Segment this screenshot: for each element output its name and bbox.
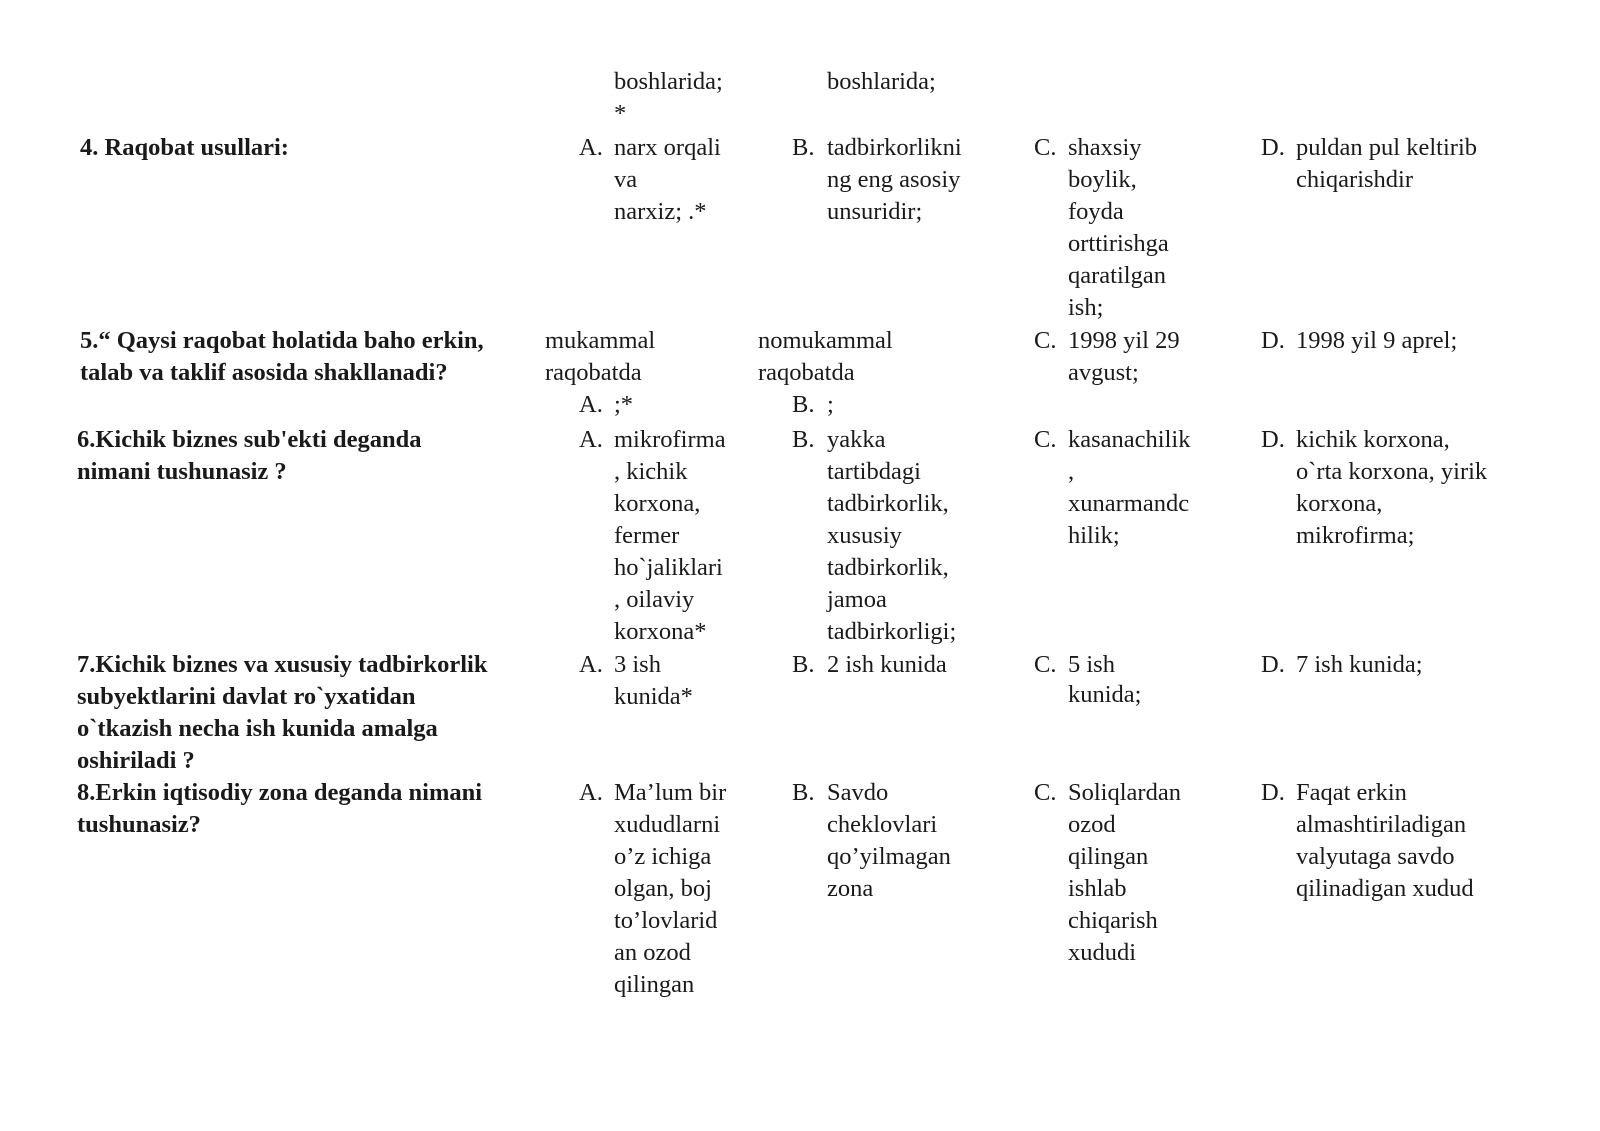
q6-option-a-line-2: , kichik (614, 458, 688, 485)
q8-option-a-line-3: o’z ichiga (614, 843, 712, 870)
q8-option-c-line-3: qilingan (1068, 843, 1149, 870)
q5-option-a-marker: A. (579, 391, 603, 418)
q7-option-a-marker: A. (579, 651, 603, 678)
q5-option-a-tail: ;* (614, 391, 634, 418)
q8-option-b-line-3: qo’yilmagan (827, 843, 951, 870)
q6-option-b-line-5: tadbirkorlik, (827, 554, 949, 581)
q8-option-a-line-2: xududlarni (614, 811, 721, 838)
q7-option-b-line-1: 2 ish kunida (827, 651, 947, 678)
q4-option-b-marker: B. (792, 134, 815, 161)
q6-option-d-line-2: o`rta korxona, yirik (1296, 458, 1488, 485)
q4-option-a-line-1: narx orqali (614, 134, 721, 161)
q5-option-b-line-2: raqobatda (758, 359, 855, 386)
q6-option-a-line-3: korxona, (614, 490, 701, 517)
q6-option-a-line-5: ho`jaliklari (614, 554, 723, 581)
q8-option-a-marker: A. (579, 779, 603, 806)
q8-option-a-line-6: an ozod (614, 939, 691, 966)
question-7-line-3: o`tkazish necha ish kunida amalga (77, 715, 438, 742)
question-8-line-2: tushunasiz? (77, 811, 201, 838)
question-7-line-2: subyektlarini davlat ro`yxatidan (77, 683, 416, 710)
q8-option-c-line-4: ishlab (1068, 875, 1127, 902)
continuation-col-b-line-1: boshlarida; (827, 68, 936, 95)
q6-option-b-line-4: xususiy (827, 522, 902, 549)
q6-option-c-marker: C. (1034, 426, 1057, 453)
q6-option-b-line-1: yakka (827, 426, 886, 453)
q4-option-b-line-1: tadbirkorlikni (827, 134, 962, 161)
q4-option-b-line-2: ng eng asosiy (827, 166, 961, 193)
q8-option-b-line-4: zona (827, 875, 874, 902)
question-5-line-2: talab va taklif asosida shakllanadi? (80, 359, 448, 386)
q8-option-d-line-4: qilinadigan xudud (1296, 875, 1474, 902)
q7-option-c-line-2: kunida; (1068, 681, 1142, 708)
q5-option-c-line-2: avgust; (1068, 359, 1139, 386)
q6-option-a-line-6: , oilaviy (614, 586, 695, 613)
q7-option-c-line-1: 5 ish (1068, 651, 1115, 678)
q8-option-c-line-6: xududi (1068, 939, 1137, 966)
q4-option-c-line-3: foyda (1068, 198, 1124, 225)
q5-option-b-line-1: nomukammal (758, 327, 893, 354)
q6-option-c-line-2: , (1068, 458, 1075, 485)
question-7-line-1: 7.Kichik biznes va xususiy tadbirkorlik (77, 651, 488, 678)
q6-option-a-marker: A. (579, 426, 603, 453)
question-7-line-4: oshiriladi ? (77, 747, 195, 774)
q4-option-c-line-6: ish; (1068, 294, 1104, 321)
question-6-line-1: 6.Kichik biznes sub'ekti deganda (77, 426, 422, 453)
q8-option-c-line-1: Soliqlardan (1068, 779, 1181, 806)
continuation-col-a-line-1: boshlarida; (614, 68, 723, 95)
q8-option-d-line-2: almashtiriladigan (1296, 811, 1467, 838)
q5-option-a-line-1: mukammal (545, 327, 656, 354)
q7-option-a-line-2: kunida* (614, 683, 693, 710)
question-4: 4. Raqobat usullari: (80, 134, 289, 161)
q4-option-d-marker: D. (1261, 134, 1285, 161)
q5-option-a-line-2: raqobatda (545, 359, 642, 386)
q8-option-a-line-7: qilingan (614, 971, 695, 998)
q5-option-d-marker: D. (1261, 327, 1285, 354)
q5-option-c-marker: C. (1034, 327, 1057, 354)
q8-option-d-line-3: valyutaga savdo (1296, 843, 1455, 870)
q6-option-c-line-4: hilik; (1068, 522, 1120, 549)
q6-option-c-line-1: kasanachilik (1068, 426, 1191, 453)
q6-option-b-line-3: tadbirkorlik, (827, 490, 949, 517)
q7-option-b-marker: B. (792, 651, 815, 678)
q7-option-c-marker: C. (1034, 651, 1057, 678)
q6-option-b-marker: B. (792, 426, 815, 453)
q4-option-c-line-2: boylik, (1068, 166, 1137, 193)
q8-option-d-marker: D. (1261, 779, 1285, 806)
q6-option-d-line-3: korxona, (1296, 490, 1383, 517)
q4-option-d-line-2: chiqarishdir (1296, 166, 1414, 193)
q8-option-b-line-1: Savdo (827, 779, 889, 806)
q6-option-a-line-7: korxona* (614, 618, 707, 645)
q8-option-a-line-5: to’lovlarid (614, 907, 718, 934)
question-6-line-2: nimani tushunasiz ? (77, 458, 287, 485)
q8-option-b-marker: B. (792, 779, 815, 806)
q4-option-d-line-1: puldan pul keltirib (1296, 134, 1477, 161)
q8-option-c-marker: C. (1034, 779, 1057, 806)
question-5-line-1: 5.“ Qaysi raqobat holatida baho erkin, (80, 327, 484, 354)
q5-option-b-marker: B. (792, 391, 815, 418)
q6-option-d-line-4: mikrofirma; (1296, 522, 1415, 549)
question-8-line-1: 8.Erkin iqtisodiy zona deganda nimani (77, 779, 483, 806)
q8-option-b-line-2: cheklovlari (827, 811, 938, 838)
q6-option-d-line-1: kichik korxona, (1296, 426, 1450, 453)
q8-option-c-line-5: chiqarish (1068, 907, 1158, 934)
q6-option-b-line-6: jamoa (827, 586, 887, 613)
q7-option-d-marker: D. (1261, 651, 1285, 678)
q8-option-a-line-4: olgan, boj (614, 875, 712, 902)
q8-option-d-line-1: Faqat erkin (1296, 779, 1407, 806)
q6-option-b-line-7: tadbirkorligi; (827, 618, 957, 645)
q6-option-b-line-2: tartibdagi (827, 458, 921, 485)
q7-option-d-line-1: 7 ish kunida; (1296, 651, 1423, 678)
continuation-col-a-line-2: * (614, 100, 627, 127)
q8-option-c-line-2: ozod (1068, 811, 1116, 838)
q5-option-b-tail: ; (827, 391, 834, 418)
q6-option-d-marker: D. (1261, 426, 1285, 453)
q4-option-c-marker: C. (1034, 134, 1057, 161)
q4-option-c-line-5: qaratilgan (1068, 262, 1166, 289)
q5-option-c-line-1: 1998 yil 29 (1068, 327, 1180, 354)
q4-option-c-line-4: orttirishga (1068, 230, 1169, 257)
q6-option-a-line-4: fermer (614, 522, 680, 549)
q8-option-a-line-1: Ma’lum bir (614, 779, 727, 806)
q5-option-d-line-1: 1998 yil 9 aprel; (1296, 327, 1458, 354)
q6-option-a-line-1: mikrofirma (614, 426, 726, 453)
q7-option-a-line-1: 3 ish (614, 651, 661, 678)
q4-option-b-line-3: unsuridir; (827, 198, 923, 225)
q4-option-a-line-2: va (614, 166, 638, 193)
q4-option-c-line-1: shaxsiy (1068, 134, 1142, 161)
q4-option-a-line-3: narxiz; .* (614, 198, 707, 225)
q4-option-a-marker: A. (579, 134, 603, 161)
q6-option-c-line-3: xunarmandc (1068, 490, 1190, 517)
